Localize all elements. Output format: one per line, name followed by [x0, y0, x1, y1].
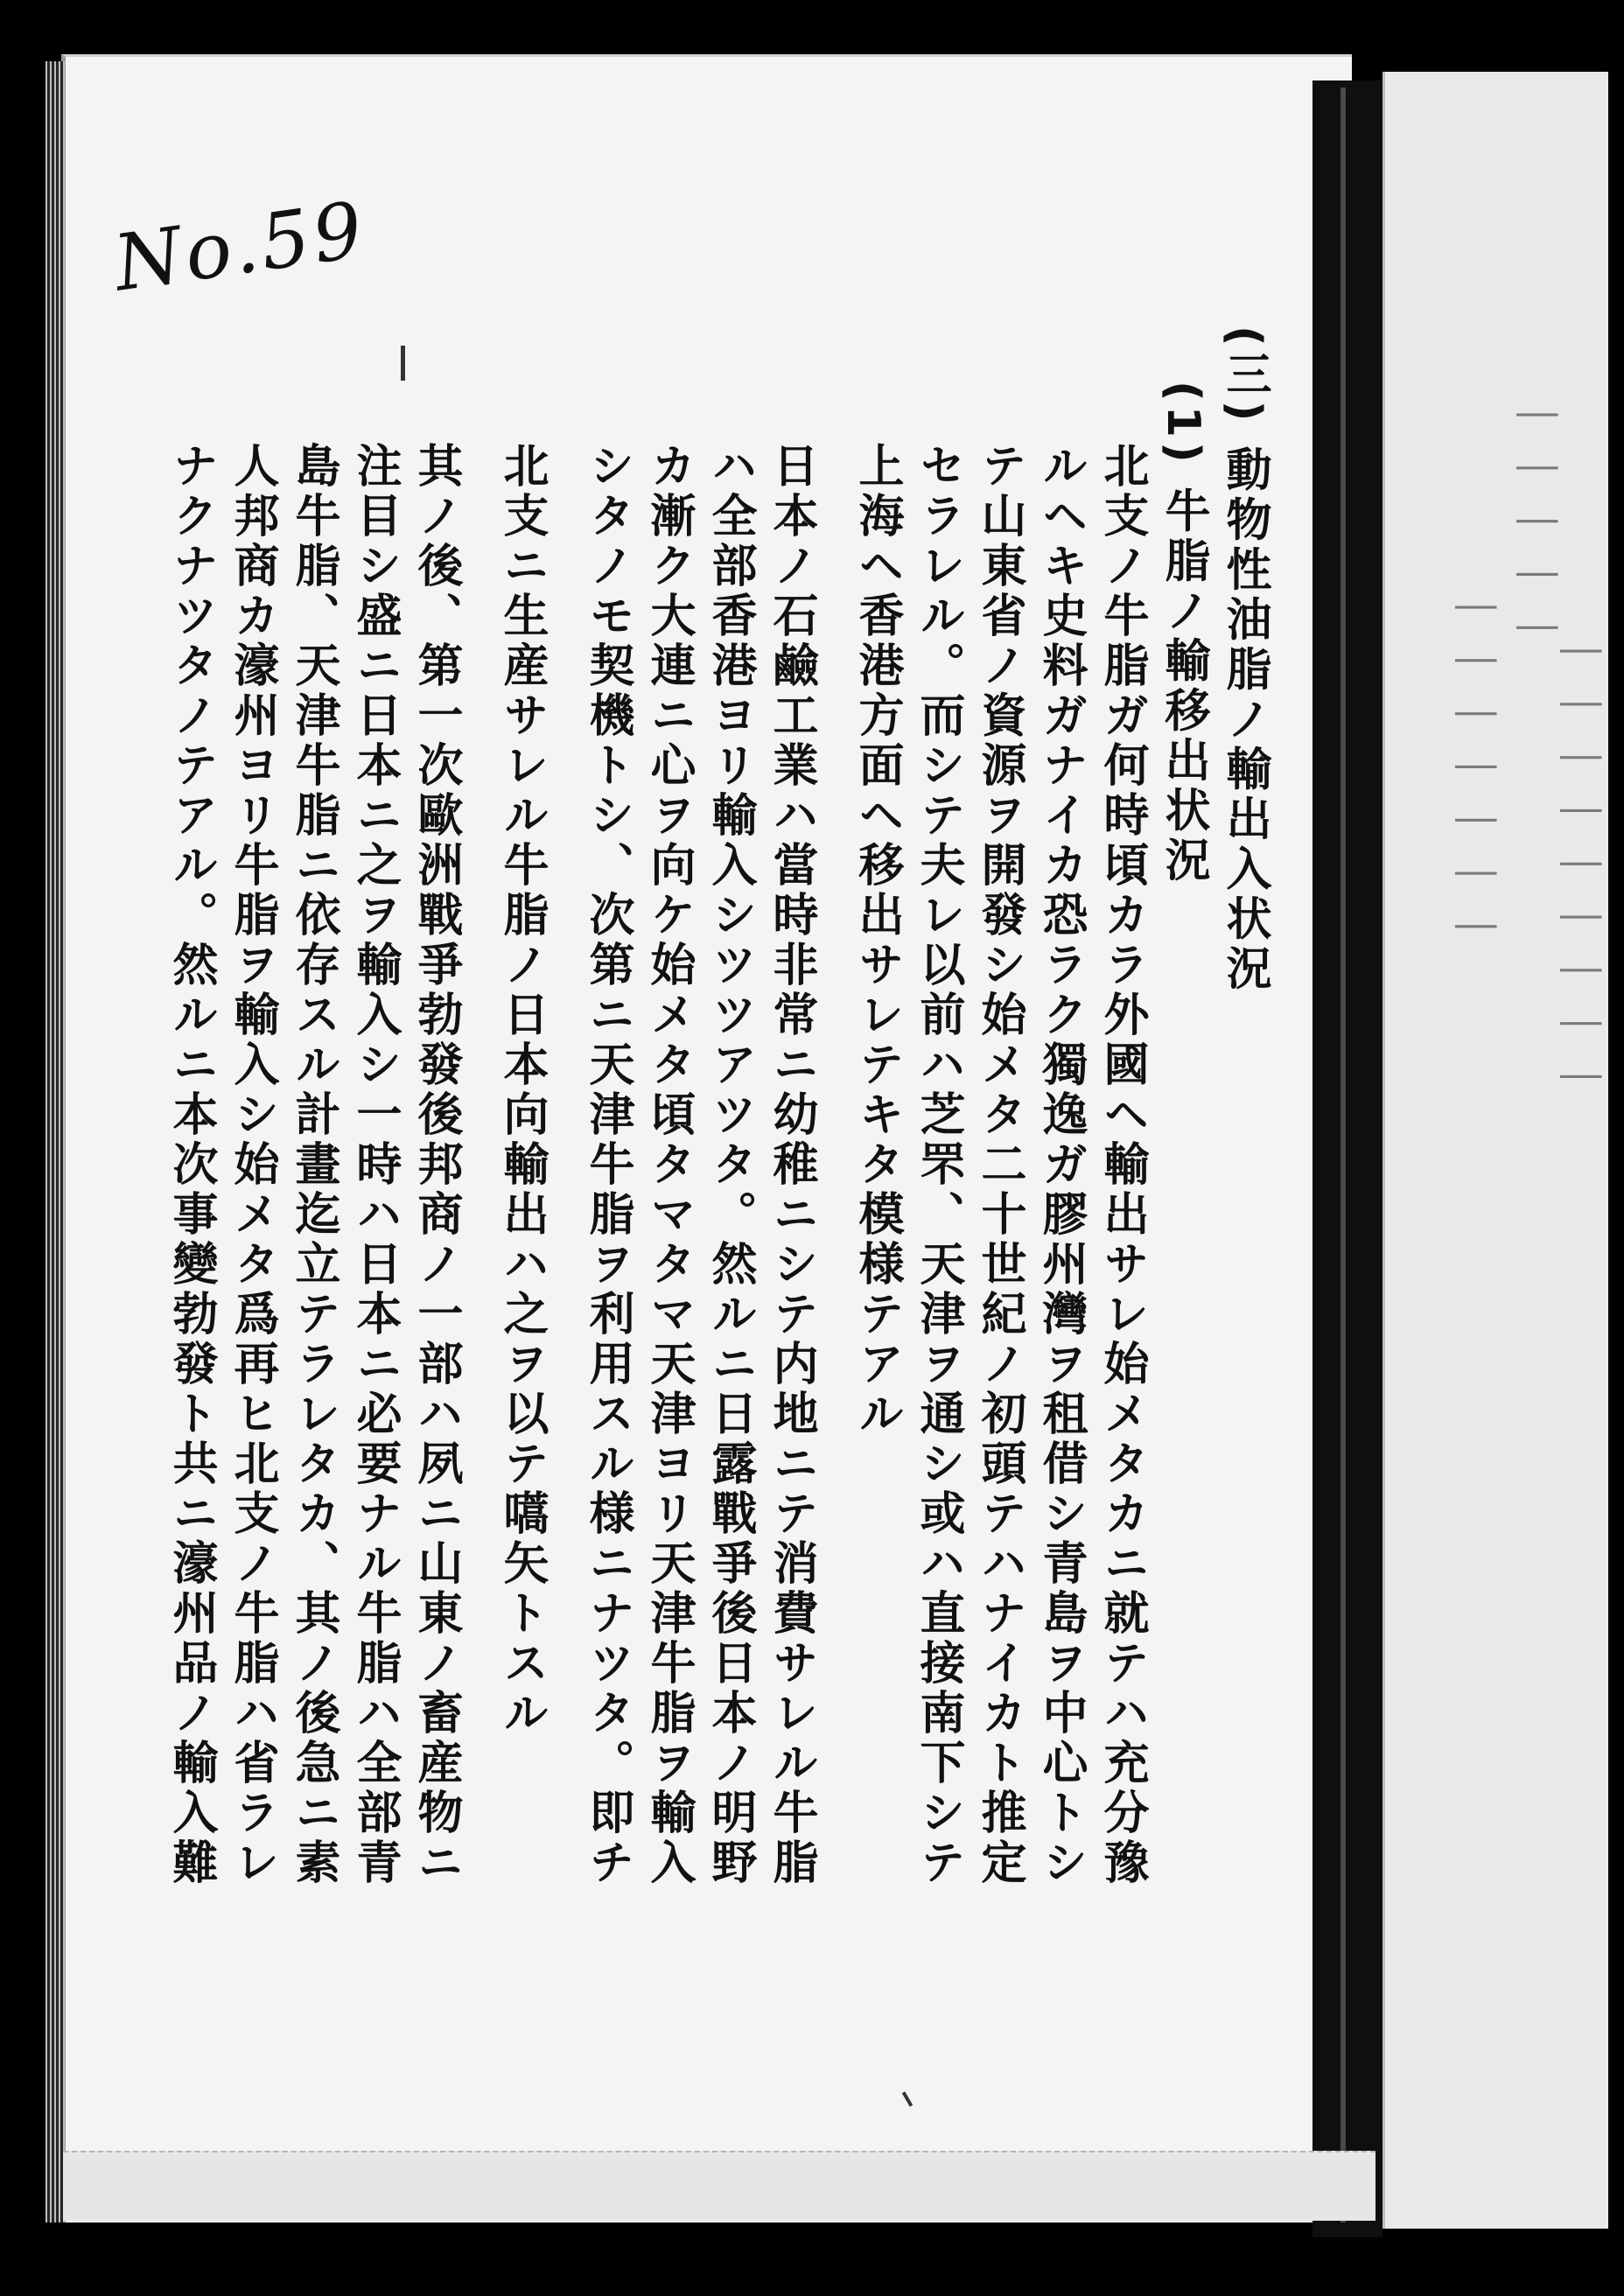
facing-page-smudge: │ │ │ │ │ │ │ — [1455, 597, 1495, 948]
facing-page-smudge: │ │ │ │ │ │ │ │ │ — [1560, 640, 1600, 1098]
text-line: シタノモ契機トシ、次第ニ天津牛脂ヲ利用スル様ニナツタ。即チ — [581, 442, 634, 1888]
subsection-heading: (1) 牛脂ノ輸移出状況 — [1157, 381, 1209, 886]
page-number-handwritten: No.59 — [108, 184, 372, 309]
text-line: 島牛脂、天津牛脂ニ依存スル計畫迄立テラレタカ、其ノ後急ニ素 — [287, 442, 340, 1888]
facing-page — [1382, 72, 1608, 2229]
text-line: セラレル。而シテ夫レ以前ハ芝罘、天津ヲ通シ或ハ直接南下シテ — [912, 442, 964, 1888]
gutter-highlight — [1340, 88, 1346, 2222]
text-line: 注目シ盛ニ日本ニ之ヲ輸入シ一時ハ日本ニ必要ナル牛脂ハ全部青 — [348, 442, 401, 1888]
book-gutter — [1312, 80, 1382, 2237]
page-stack-edge — [46, 61, 65, 2222]
stray-mark — [401, 346, 405, 381]
facing-page-smudge: │ │ │ │ │ — [1516, 404, 1557, 649]
text-line: 北支ニ生産サレル牛脂ノ日本向輸出ハ之ヲ以テ嚆矢トスル — [495, 442, 548, 1739]
text-line: ナクナツタノテアル。然ルニ本次事變勃發ト共ニ濠州品ノ輸入難 — [164, 442, 217, 1888]
page-bottom-strip — [63, 2151, 1376, 2221]
text-line: 上海ヘ香港方面ヘ移出サレテキタ模様テアル — [850, 442, 903, 1439]
text-line: ハ全部香港ヨリ輸入シツツアツタ。然ルニ日露戰爭後日本ノ明野 — [704, 442, 756, 1888]
section-heading: (三) 動物性油脂ノ輸出入状況 — [1218, 326, 1270, 995]
text-line: 人邦商カ濠州ヨリ牛脂ヲ輸入シ始メタ爲再ヒ北支ノ牛脂ハ省ラレ — [226, 442, 278, 1888]
text-line: 北支ノ牛脂ガ何時頃カラ外國ヘ輸出サレ始メタカニ就テハ充分豫 — [1096, 442, 1148, 1888]
text-line: ルヘキ史料ガナイカ恐ラク獨逸ガ膠州灣ヲ租借シ青島ヲ中心トシ — [1034, 442, 1087, 1888]
text-line: 其ノ後、第一次歐洲戰爭勃發後邦商ノ一部ハ夙ニ山東ノ畜産物ニ — [410, 442, 462, 1888]
text-line: 日本ノ石鹼工業ハ當時非常ニ幼稚ニシテ内地ニテ消費サレル牛脂 — [765, 442, 817, 1888]
text-line: カ漸ク大連ニ心ヲ向ケ始メタ頃タマタマ天津ヨリ天津牛脂ヲ輸入 — [642, 442, 695, 1888]
text-line: テ山東省ノ資源ヲ開發シ始メタ二十世紀ノ初頭テハナイカト推定 — [973, 442, 1026, 1888]
